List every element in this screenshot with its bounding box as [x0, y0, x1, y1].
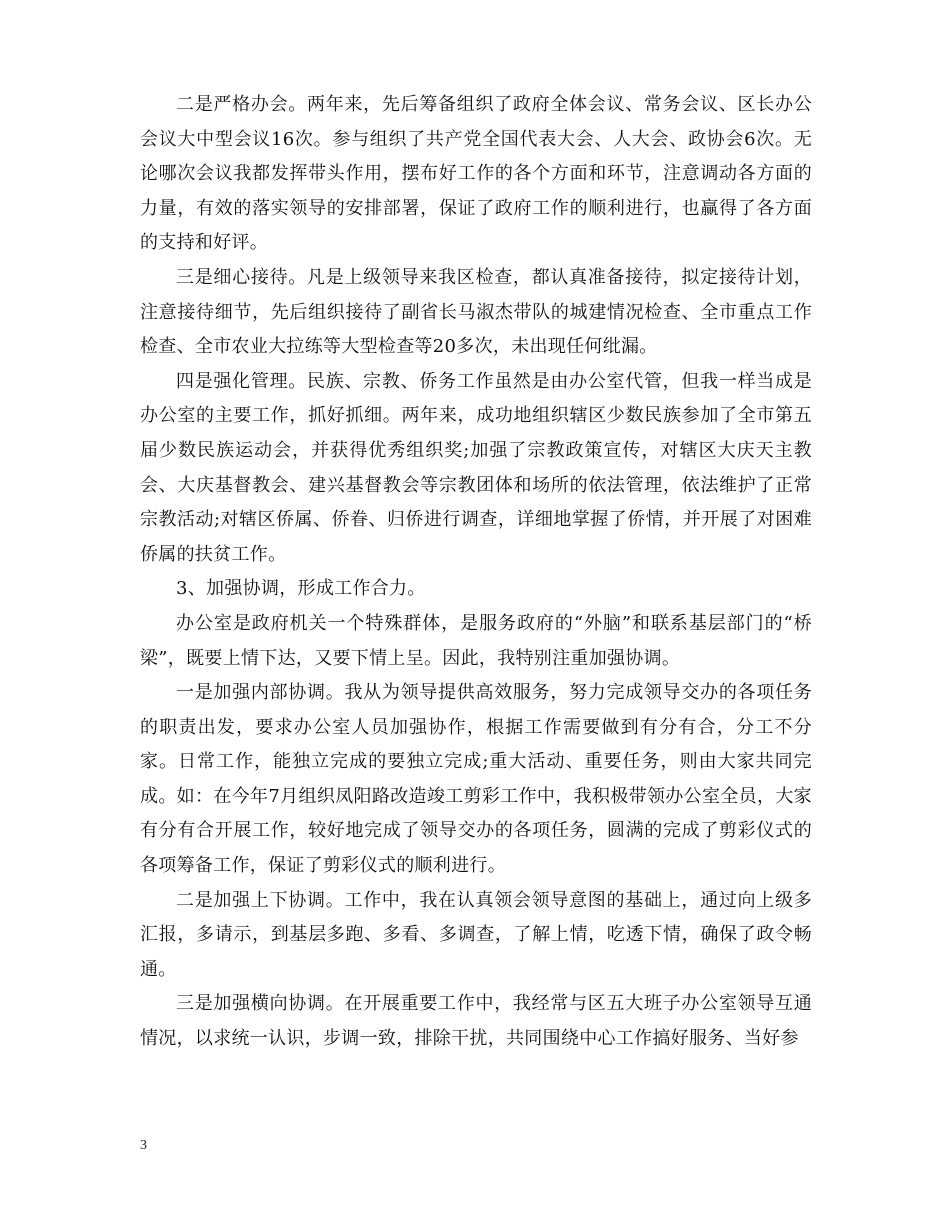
paragraph-office-role: 办公室是政府机关一个特殊群体，是服务政府的“外脑”和联系基层部门的“桥梁”，既要上情下达，又要下情上呈。因此，我特别注重加强协调。 [140, 612, 812, 669]
paragraph-horizontal-coordination: 三是加强横向协调。在开展重要工作中，我经常与区五大班子办公室领导互通情况，以求统一认识，步调一致，排除干扰，共同围绕中心工作搞好服务、当好参 [140, 993, 812, 1050]
paragraph-careful-reception: 三是细心接待。凡是上级领导来我区检查，都认真准备接待，拟定接待计划，注意接待细节，先后组织接待了副省长马淑杰带队的城建情况检查、全市重点工作检查、全市农业大拉练等大型检查等20多次，未出现任何纰漏。 [140, 266, 812, 358]
section-heading-coordination: 3、加强协调，形成工作合力。 [176, 578, 426, 600]
document-body [140, 88, 812, 1057]
page-number: 3 [140, 1138, 147, 1153]
paragraph-internal-coordination: 一是加强内部协调。我从为领导提供高效服务，努力完成领导交办的各项任务的职责出发，要求办公室人员加强协作，根据工作需要做到有分有合，分工不分家。日常工作，能独立完成的要独立完成;重大活动、重要任务，则由大家共同完成。如：在今年7月组织凤阳路改造竣工剪彩工作中，我积极带领办公室全员，大家有分有合开展工作，较好地完成了领导交办的各项任务，圆满的完成了剪彩仪式的各项筹备工作，保证了剪彩仪式的顺利进行。 [140, 682, 812, 877]
paragraph-vertical-coordination: 二是加强上下协调。工作中，我在认真领会领导意图的基础上，通过向上级多汇报，多请示，到基层多跑、多看、多调查，了解上情，吃透下情，确保了政令畅通。 [140, 889, 812, 980]
paragraph-strengthen-management: 四是强化管理。民族、宗教、侨务工作虽然是由办公室代管，但我一样当成是办公室的主要工作，抓好抓细。两年来，成功地组织辖区少数民族参加了全市第五届少数民族运动会，并获得优秀组织奖;加强了宗教政策宣传，对辖区大庆天主教会、大庆基督教会、建兴基督教会等宗教团体和场所的依法管理，依法维护了正常宗教活动;对辖区侨属、侨眷、归侨进行调查，详细地掌握了侨情，并开展了对困难侨属的扶贫工作。 [140, 370, 812, 565]
paragraph-strict-meetings: 二是严格办会。两年来，先后筹备组织了政府全体会议、常务会议、区长办公会议大中型会议16次。参与组织了共产党全国代表大会、人大会、政协会6次。无论哪次会议我都发挥带头作用，摆布好工作的各个方面和环节，注意调动各方面的力量，有效的落实领导的安排部署，保证了政府工作的顺利进行，也赢得了各方面的支持和好评。 [140, 94, 812, 254]
